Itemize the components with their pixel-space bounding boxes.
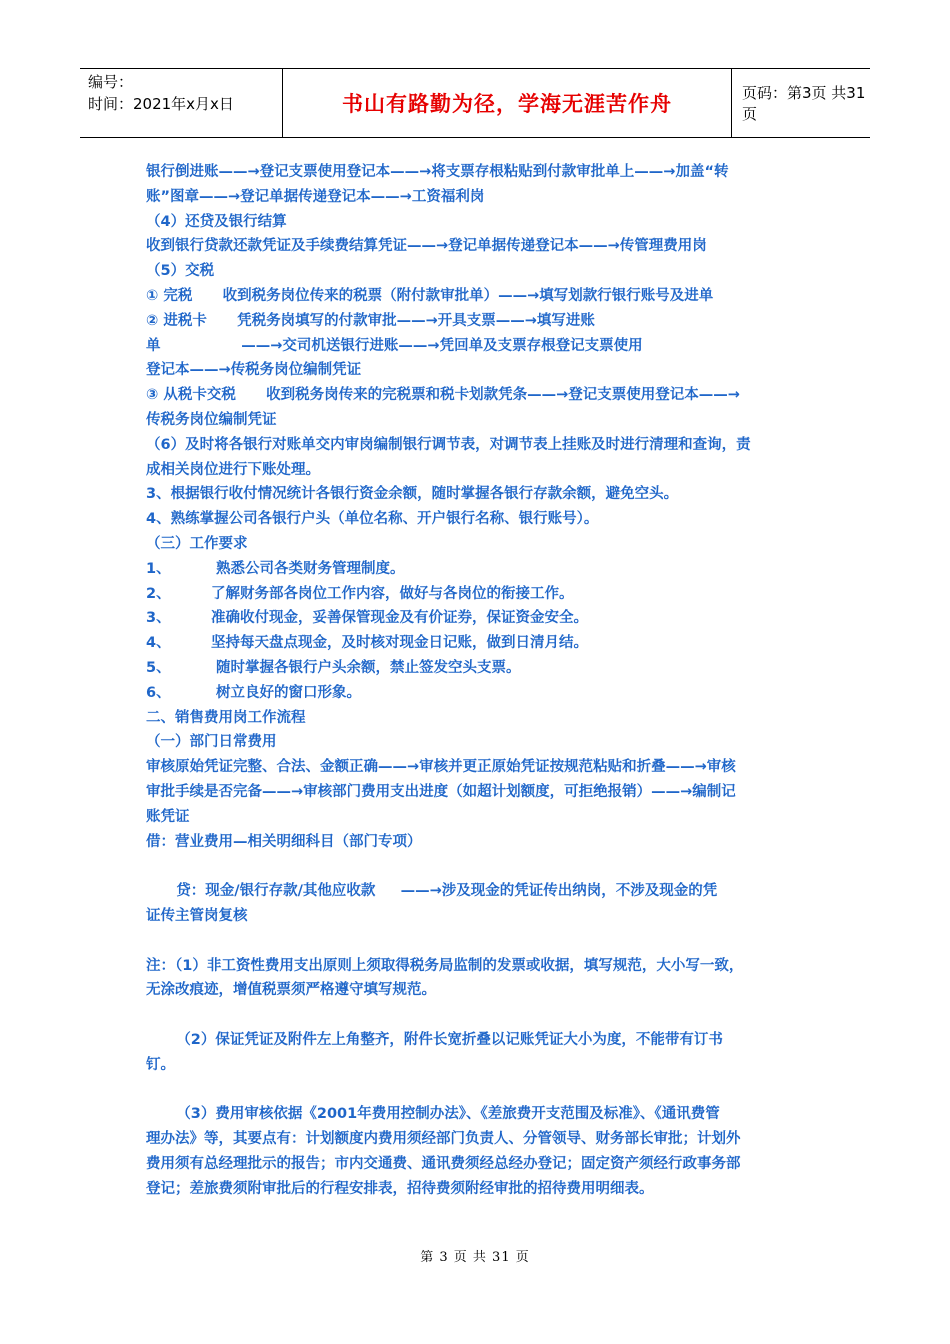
blank-line: [146, 1077, 810, 1102]
text-line: 3、 准确收付现金，妥善保管现金及有价证券，保证资金安全。: [146, 610, 588, 627]
text-line: （3）费用审核依据《2001年费用控制办法》、《差旅费开支范围及标准》、《通讯费管: [146, 1106, 720, 1123]
header-motto: 书山有路勤为径，学海无涯苦作舟: [282, 69, 732, 137]
page-footer: 第 3 页 共 31 页: [420, 1250, 530, 1265]
text-line: 银行倒进账——→登记支票使用登记本——→将支票存根粘贴到付款审批单上——→加盖“转: [146, 164, 729, 180]
text-line: 传税务岗位编制凭证: [146, 411, 277, 428]
text-line: （一）部门日常费用: [146, 734, 277, 751]
text-line: 登记；差旅费须附审批后的行程安排表，招待费须附经审批的招待费用明细表。: [146, 1180, 654, 1197]
text-line: ③ 从税卡交税 收到税务岗传来的完税票和税卡划款凭条——→登记支票使用登记本——→: [146, 387, 740, 404]
text-line: 4、 坚持每天盘点现金，及时核对现金日记账，做到日清月结。: [146, 635, 588, 652]
text-line: （三）工作要求: [146, 535, 248, 552]
text-line: 账凭证: [146, 808, 190, 825]
text-line: 收到银行贷款还款凭证及手续费结算凭证——→登记单据传递登记本——→传管理费用岗: [146, 238, 707, 255]
blank-line: [146, 929, 810, 954]
text-line: 审核原始凭证完整、合法、金额正确——→审核并更正原始凭证按规范粘贴和折叠——→审核: [146, 759, 736, 776]
time-label: 时间：2021年x月x日: [88, 95, 234, 113]
text-line: 单 ——→交司机送银行进账——→凭回单及支票存根登记支票使用: [146, 337, 643, 354]
text-line: 理办法》等，其要点有：计划额度内费用须经部门负责人、分管领导、财务部长审批；计划外: [146, 1131, 741, 1148]
text-line: ② 进税卡 凭税务岗填写的付款审批——→开具支票——→填写进账: [146, 312, 595, 329]
header-meta: [80, 69, 282, 137]
text-line: （6）及时将各银行对账单交内审岗编制银行调节表，对调节表上挂账及时进行清理和查询，责: [146, 436, 751, 453]
number-label: 编号：: [88, 73, 134, 91]
text-line: 贷：现金/银行存款/其他应收款 ——→涉及现金的凭证传出纳岗，不涉及现金的凭: [146, 883, 718, 900]
text-line: 登记本——→传税务岗位编制凭证: [146, 362, 362, 379]
text-line: 费用须有总经理批示的报告；市内交通费、通讯费须经总经办登记；固定资产须经行政事务部: [146, 1155, 741, 1172]
text-line: 4、熟练掌握公司各银行户头（单位名称、开户银行名称、银行账号）。: [146, 511, 599, 528]
text-line: 注：（1）非工资性费用支出原则上须取得税务局监制的发票或收据，填写规范，大小写一致，: [146, 957, 744, 974]
blank-line: [146, 1003, 810, 1028]
text-line: （4）还贷及银行结算: [146, 213, 287, 230]
text-line: 5、 随时掌握各银行户头余额，禁止签发空头支票。: [146, 659, 521, 676]
header-page-code: 页码：第3页 共31页: [742, 84, 866, 123]
document-body: [146, 160, 810, 1201]
text-line: 无涂改痕迹，增值税票须严格遵守填写规范。: [146, 982, 436, 999]
text-line: 1、 熟悉公司各类财务管理制度。: [146, 560, 405, 577]
text-line: ① 完税 收到税务岗位传来的税票（附付款审批单）——→填写划款行银行账号及进单: [146, 287, 714, 304]
blank-line: [146, 854, 810, 879]
text-line: 成相关岗位进行下账处理。: [146, 461, 320, 478]
text-line: 审批手续是否完备——→审核部门费用支出进度（如超计划额度，可拒绝报销）——→编制记: [146, 783, 736, 800]
page-header: [80, 68, 870, 138]
text-line: （2）保证凭证及附件左上角整齐，附件长宽折叠以记账凭证大小为度，不能带有订书: [146, 1031, 723, 1048]
text-line: 借：营业费用—相关明细科目（部门专项）: [146, 833, 422, 850]
text-line: 钉。: [146, 1056, 175, 1073]
text-line: （5）交税: [146, 263, 215, 280]
text-line: 6、 树立良好的窗口形象。: [146, 684, 362, 701]
text-line: 证传主管岗复核: [146, 907, 248, 924]
text-line: 3、根据银行收付情况统计各银行资金余额，随时掌握各银行存款余额，避免空头。: [146, 486, 679, 503]
text-line: 2、 了解财务部各岗位工作内容，做好与各岗位的衔接工作。: [146, 585, 574, 602]
text-line: 账”图章——→登记单据传递登记本——→工资福利岗: [146, 188, 485, 205]
text-line: 二、销售费用岗工作流程: [146, 709, 306, 726]
